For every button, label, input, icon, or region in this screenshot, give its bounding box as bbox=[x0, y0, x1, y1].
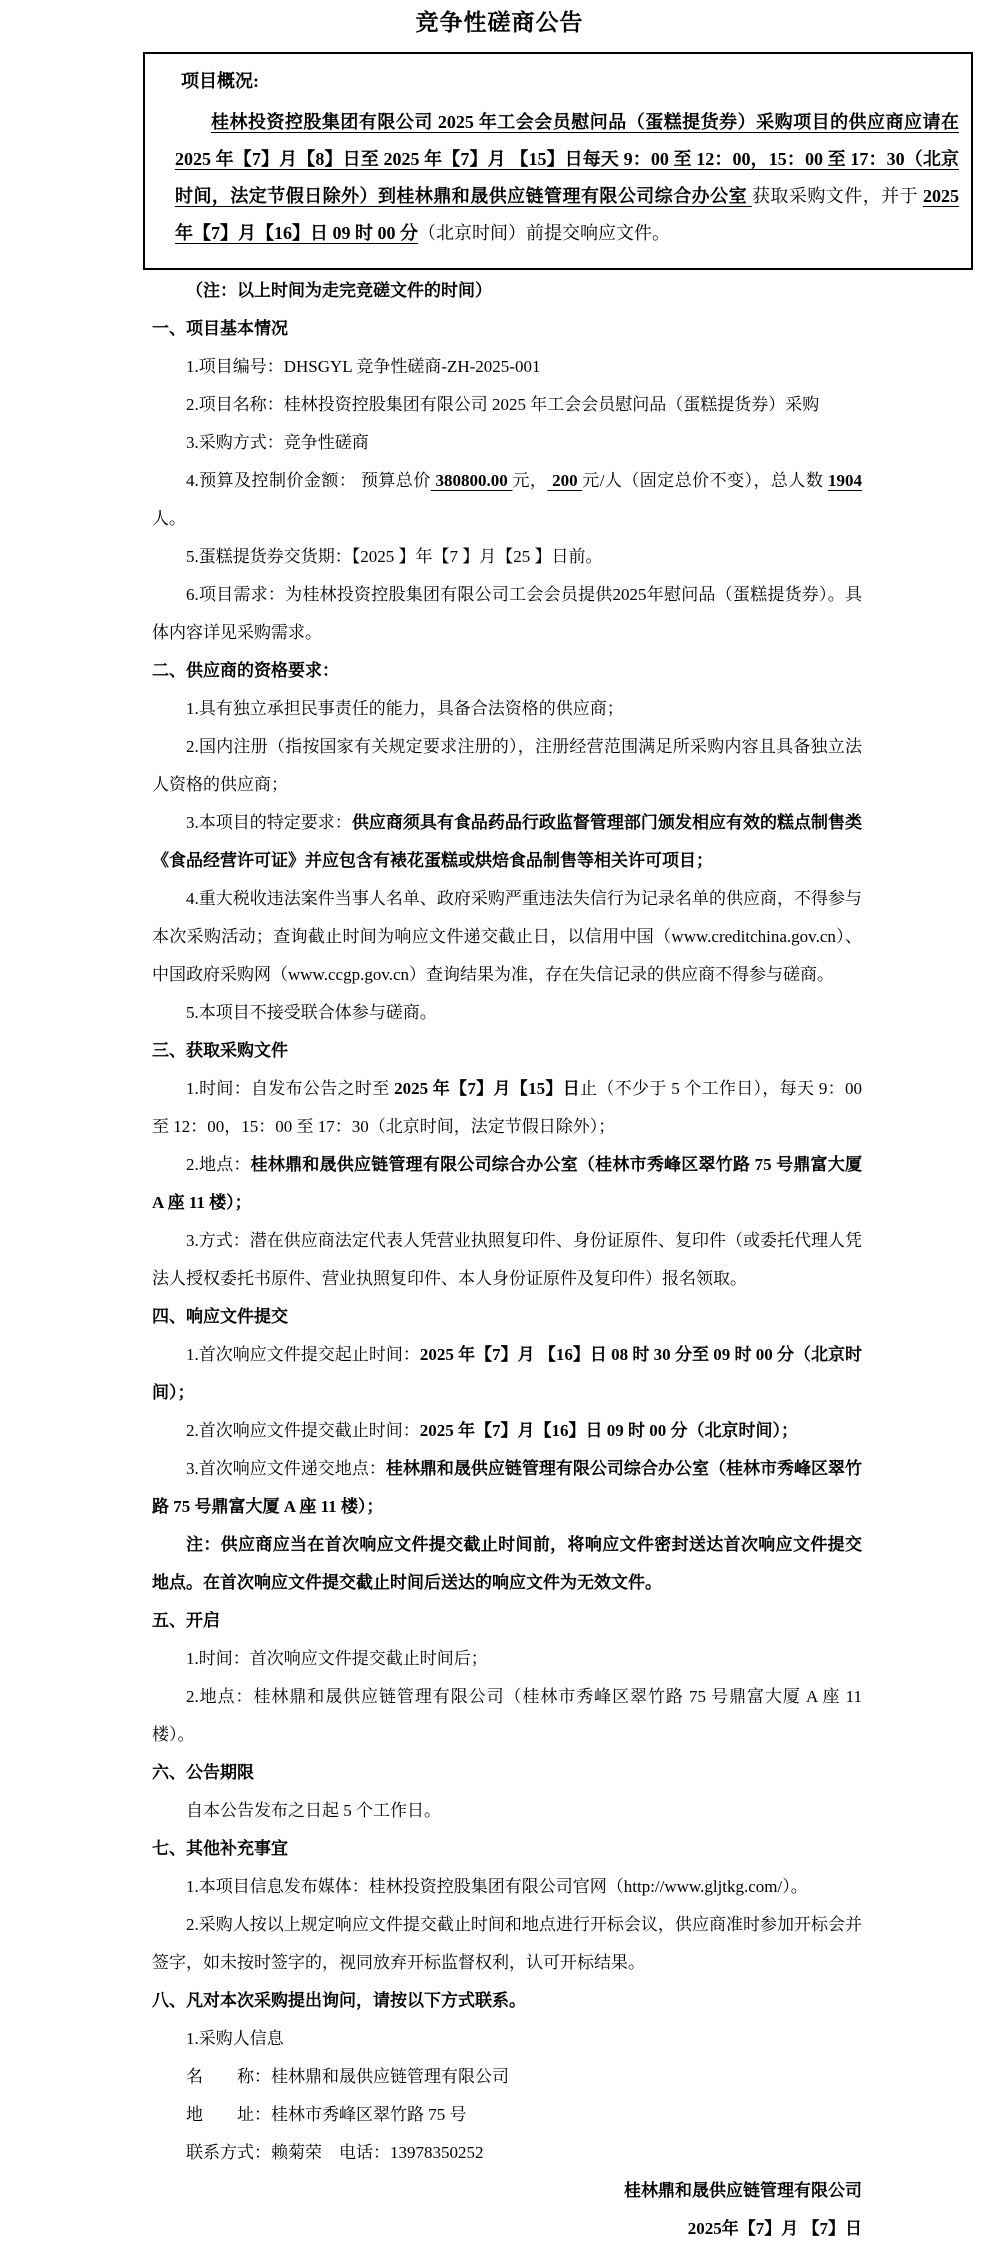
text-segment: 三、获取采购文件 bbox=[152, 1041, 288, 1060]
text-segment: 五、开启 bbox=[152, 1611, 220, 1630]
section-heading bbox=[152, 310, 862, 348]
paragraph bbox=[152, 462, 862, 538]
paragraph bbox=[152, 1640, 862, 1678]
text-segment: 六、公告期限 bbox=[152, 1763, 254, 1782]
text-segment: 四、响应文件提交 bbox=[152, 1307, 288, 1326]
section-heading bbox=[152, 1298, 862, 1336]
text-segment: 桂林鼎和晟供应链管理有限公司综合办公室（桂林市秀峰区翠竹路 75 号鼎富大厦 A 座 11 楼）； bbox=[152, 1155, 863, 1212]
paragraph bbox=[152, 1450, 862, 1526]
text-segment: 2025 年【7】月 【16】日 08 时 30 分至 09 时 00 分（北京时间）； bbox=[152, 1345, 863, 1402]
section-heading bbox=[152, 1032, 862, 1070]
text-segment: 地 址：桂林市秀峰区翠竹路 75 号 bbox=[186, 2105, 467, 2124]
text-segment: 桂林投资控股集团有限公司 2025 年工会会员慰问品（蛋糕提货券）采购项目的供应商应请在 2025 年【7】月【8】日至 2025 年【7】月 【15】日每天 9：00 至 12：00，15：00 至 17：30（北京时间，法定节假日除外）到桂林鼎和晟供应链管理有限公司综合办公室 bbox=[175, 112, 959, 206]
paragraph bbox=[152, 538, 862, 576]
text-segment: 七、其他补充事宜 bbox=[152, 1839, 288, 1858]
text-segment: 2025 年【7】月【16】日 09 时 00 分（北京时间）； bbox=[419, 1421, 798, 1440]
overview-paragraph bbox=[175, 104, 959, 252]
text-segment: 1.具有独立承担民事责任的能力，具备合法资格的供应商； bbox=[186, 699, 624, 718]
paragraph bbox=[152, 2058, 862, 2096]
text-segment: 1.本项目信息发布媒体：桂林投资控股集团有限公司官网（http://www.gljtkg.com/）。 bbox=[186, 1877, 808, 1896]
text-segment: 二、供应商的资格要求： bbox=[152, 661, 339, 680]
paragraph bbox=[152, 2134, 862, 2172]
paragraph bbox=[152, 880, 862, 994]
text-segment: 2.国内注册（指按国家有关规定要求注册的），注册经营范围满足所采购内容且具备独立法人资格的供应商； bbox=[152, 737, 862, 794]
text-segment: 桂林鼎和晟供应链管理有限公司综合办公室（桂林市秀峰区翠竹路 75 号鼎富大厦 A 座 11 楼）； bbox=[152, 1459, 862, 1516]
paragraph bbox=[152, 994, 862, 1032]
text-segment: 1.时间：自发布公告之时至 bbox=[186, 1079, 395, 1098]
text-segment: 2025 年【7】月【15】日 bbox=[394, 1079, 581, 1098]
section-heading bbox=[152, 1602, 862, 1640]
overview-label: 项目概况: bbox=[181, 71, 259, 91]
text-segment: 1904 bbox=[828, 471, 862, 490]
section-heading bbox=[152, 1982, 862, 2020]
page-title: 竞争性磋商公告 bbox=[415, 10, 584, 35]
text-segment: 1.项目编号：DHSGYL 竞争性磋商-ZH-2025-001 bbox=[186, 357, 541, 376]
text-segment: 3.本项目的特定要求： bbox=[186, 813, 352, 832]
text-segment: 2.地点：桂林鼎和晟供应链管理有限公司（桂林市秀峰区翠竹路 75 号鼎富大厦 A 座 11 楼）。 bbox=[152, 1687, 862, 1744]
text-segment: 5.蛋糕提货券交货期：【2025 】年【7 】月【25 】日前。 bbox=[186, 547, 603, 566]
document-body bbox=[0, 270, 999, 2248]
paragraph bbox=[152, 804, 862, 880]
paragraph bbox=[152, 1222, 862, 1298]
text-segment: （注：以上时间为走完竞磋文件的时间） bbox=[186, 281, 492, 300]
text-segment: 自本公告发布之日起 5 个工作日。 bbox=[186, 1801, 441, 1820]
text-segment: 供应商须具有食品药品行政监督管理部门颁发相应有效的糕点制售类《食品经营许可证》并应包含有裱花蛋糕或烘焙食品制售等相关许可项目； bbox=[152, 813, 863, 870]
paragraph bbox=[152, 424, 862, 462]
text-segment: 6.项目需求：为桂林投资控股集团有限公司工会会员提供2025年慰问品（蛋糕提货券）。具体内容详见采购需求。 bbox=[152, 585, 862, 642]
paragraph bbox=[152, 1412, 862, 1450]
text-segment: 5.本项目不接受联合体参与磋商。 bbox=[186, 1003, 437, 1022]
paragraph bbox=[152, 386, 862, 424]
text-segment: （北京时间）前提交响应文件。 bbox=[418, 223, 670, 243]
paragraph bbox=[152, 1336, 862, 1412]
text-segment: 1.首次响应文件提交起止时间： bbox=[186, 1345, 420, 1364]
text-segment: 联系方式：赖菊荣 电话：13978350252 bbox=[186, 2143, 484, 2162]
paragraph bbox=[152, 1792, 862, 1830]
text-segment: 380800.00 bbox=[430, 471, 513, 490]
text-segment: 2.首次响应文件提交截止时间： bbox=[186, 1421, 420, 1440]
paragraph bbox=[152, 1678, 862, 1754]
text-segment: 200 bbox=[547, 471, 583, 490]
paragraph bbox=[152, 2096, 862, 2134]
text-segment: 人。 bbox=[152, 509, 186, 528]
text-segment: 名 称：桂林鼎和晟供应链管理有限公司 bbox=[186, 2067, 509, 2086]
paragraph bbox=[152, 1526, 862, 1602]
text-segment: 元/人（固定总价不变），总人数 bbox=[582, 471, 828, 490]
paragraph bbox=[152, 1906, 862, 1982]
paragraph bbox=[152, 1146, 862, 1222]
text-segment: 一、项目基本情况 bbox=[152, 319, 288, 338]
paragraph bbox=[152, 272, 862, 310]
paragraph bbox=[152, 690, 862, 728]
text-segment: 3.首次响应文件递交地点： bbox=[186, 1459, 386, 1478]
paragraph bbox=[152, 348, 862, 386]
text-segment: 元， bbox=[512, 471, 548, 490]
project-overview-box bbox=[143, 52, 973, 270]
text-segment: 1.时间：首次响应文件提交截止时间后； bbox=[186, 1649, 488, 1668]
paragraph bbox=[152, 576, 862, 652]
text-segment: 2025年【7】月 【7】日 bbox=[687, 2219, 862, 2238]
text-segment: 2.采购人按以上规定响应文件提交截止时间和地点进行开标会议，供应商准时参加开标会并签字，如未按时签字的，视同放弃开标监督权利，认可开标结果。 bbox=[152, 1915, 862, 1972]
text-segment: 1.采购人信息 bbox=[186, 2029, 284, 2048]
paragraph bbox=[152, 728, 862, 804]
text-segment: 3.方式：潜在供应商法定代表人凭营业执照复印件、身份证原件、复印件（或委托代理人凭法人授权委托书原件、营业执照复印件、本人身份证原件及复印件）报名领取。 bbox=[152, 1231, 862, 1288]
text-segment: 4.重大税收违法案件当事人名单、政府采购严重违法失信行为记录名单的供应商，不得参与本次采购活动；查询截止时间为响应文件递交截止日，以信用中国（www.creditchina.gov.cn）、中国政府采购网（www.ccgp.gov.cn）查询结果为准，存在失信记录的供应商不得参与磋商。 bbox=[152, 889, 862, 984]
section-heading bbox=[152, 652, 862, 690]
paragraph bbox=[152, 2210, 862, 2248]
text-segment: 2.项目名称：桂林投资控股集团有限公司 2025 年工会会员慰问品（蛋糕提货券）采购 bbox=[186, 395, 820, 414]
section-heading bbox=[152, 1830, 862, 1868]
text-segment: 八、凡对本次采购提出询问，请按以下方式联系。 bbox=[152, 1991, 526, 2010]
paragraph bbox=[152, 1868, 862, 1906]
text-segment: 桂林鼎和晟供应链管理有限公司 bbox=[624, 2181, 862, 2200]
paragraph bbox=[152, 2172, 862, 2210]
text-segment: 注：供应商应当在首次响应文件提交截止时间前，将响应文件密封送达首次响应文件提交地点。在首次响应文件提交截止时间后送达的响应文件为无效文件。 bbox=[152, 1535, 862, 1592]
text-segment: 获取采购文件，并于 bbox=[751, 186, 924, 206]
text-segment: 4.预算及控制价金额： 预算总价 bbox=[186, 471, 431, 490]
text-segment: 止（不少于 5 个工作日），每天 9：00 至 12：00，15：00 至 17：30（北京时间，法定节假日除外）； bbox=[152, 1079, 863, 1136]
paragraph bbox=[152, 1070, 862, 1146]
text-segment: 2025 年【7】月【16】日 09 时 00 分 bbox=[175, 186, 960, 243]
text-segment: 2.地点： bbox=[186, 1155, 251, 1174]
text-segment: 3.采购方式：竞争性磋商 bbox=[186, 433, 369, 452]
paragraph bbox=[152, 2020, 862, 2058]
section-heading bbox=[152, 1754, 862, 1792]
